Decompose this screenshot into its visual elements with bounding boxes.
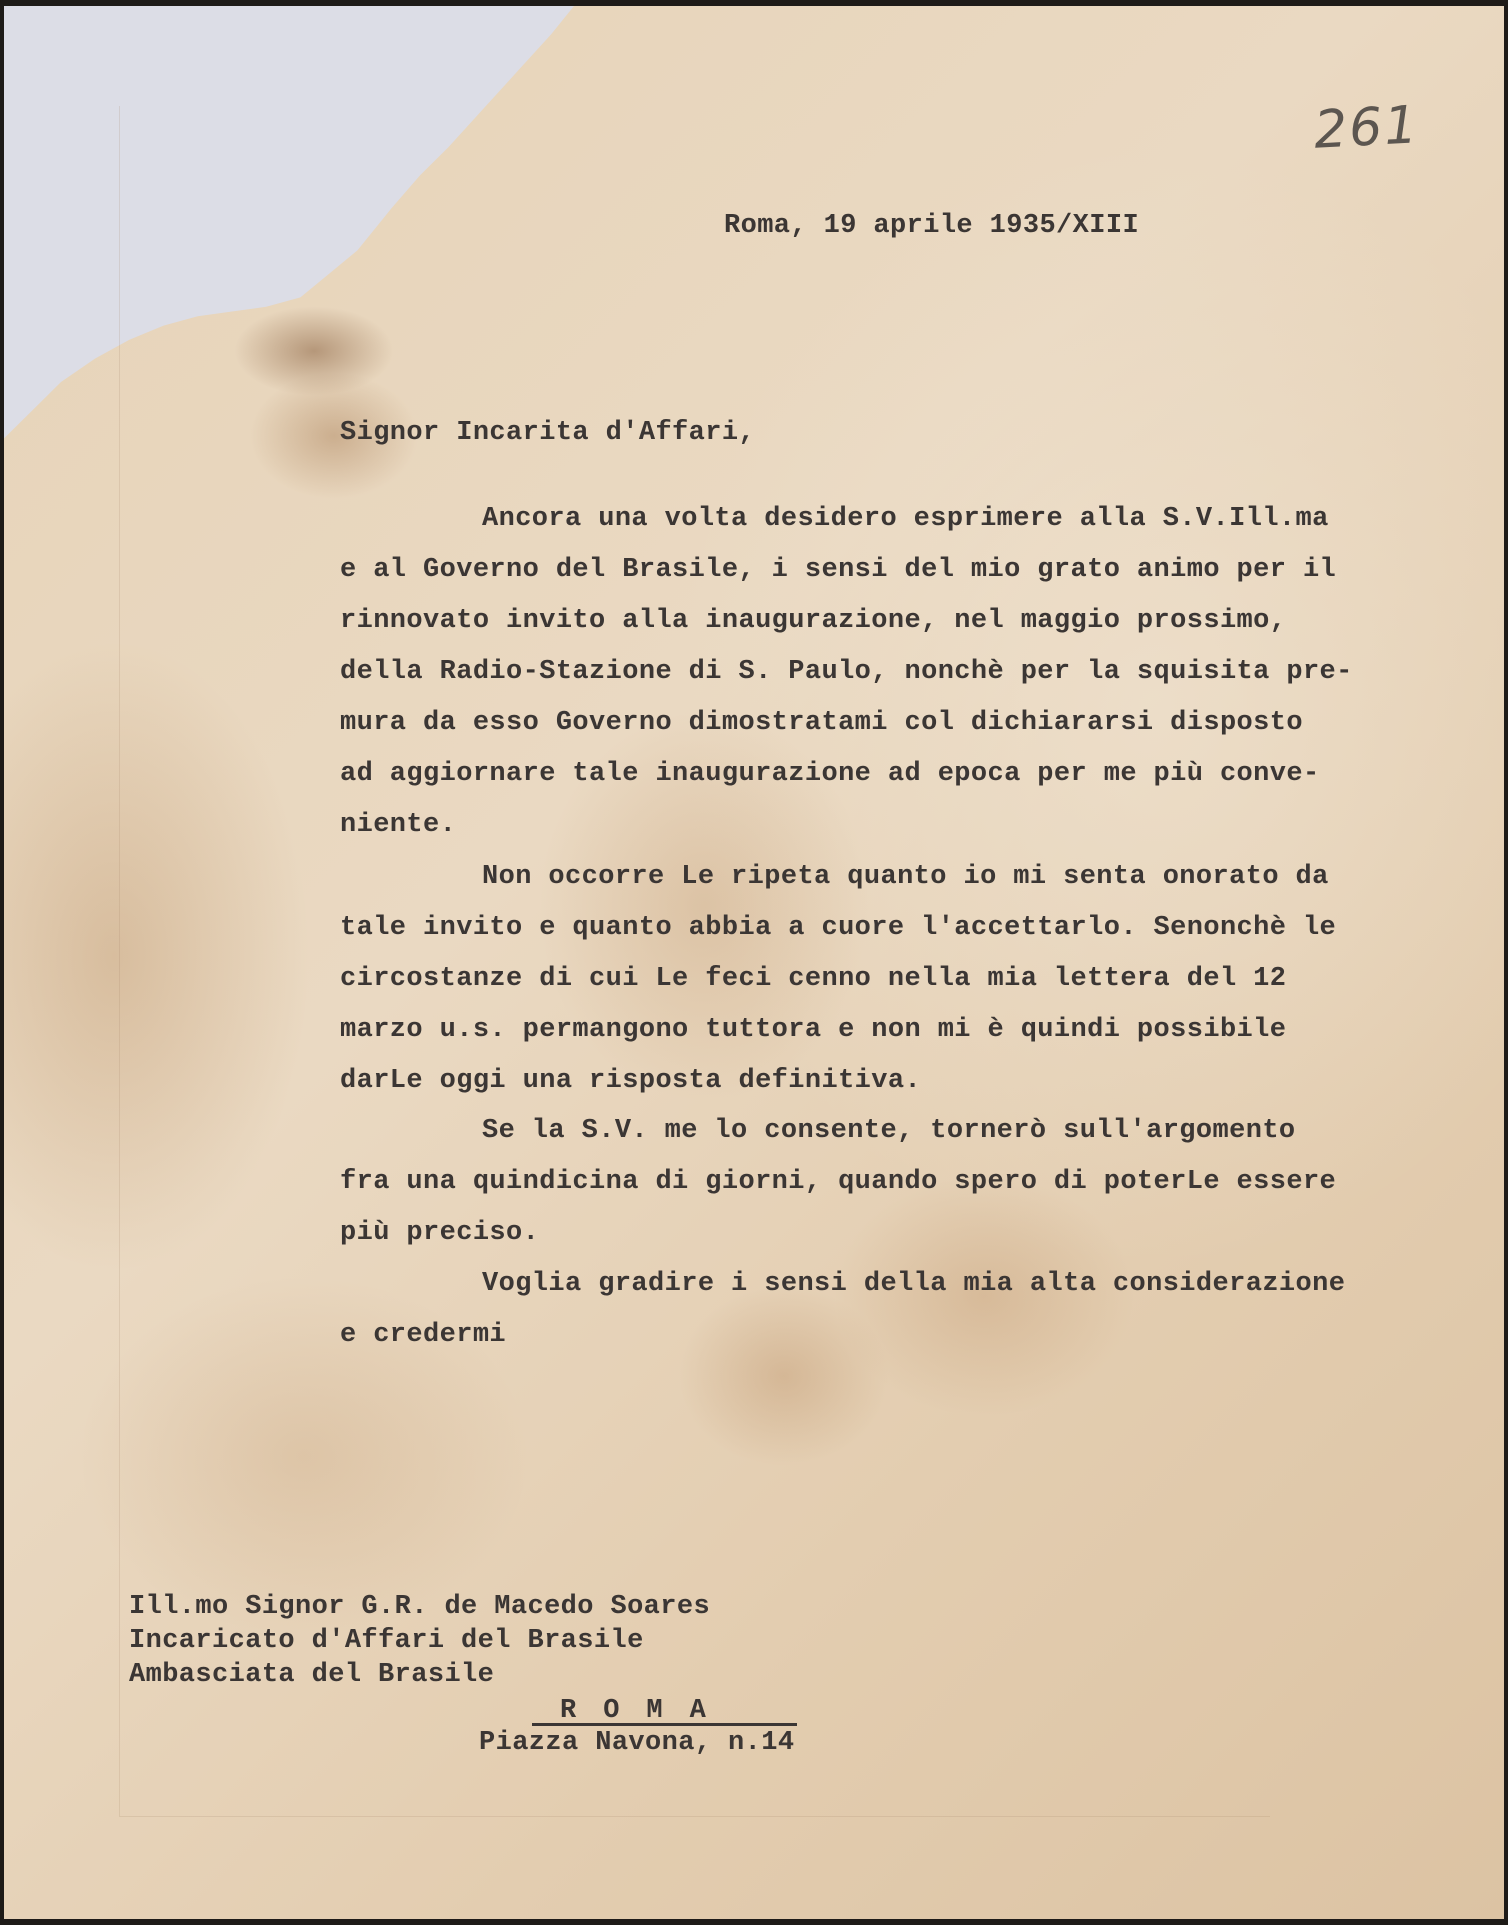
body-line: darLe oggi una risposta definitiva. <box>340 1066 922 1096</box>
letter-page <box>4 6 1504 1919</box>
body-line: fra una quindicina di giorni, quando spero di poterLe essere <box>340 1167 1337 1197</box>
body-line: della Radio-Stazione di S. Paulo, nonchè per la squisita pre- <box>340 657 1353 687</box>
salutation: Signor Incarita d'Affari, <box>340 418 756 448</box>
address-institution: Ambasciata del Brasile <box>129 1660 495 1690</box>
body-line: Voglia gradire i sensi della mia alta considerazione <box>482 1269 1346 1299</box>
page-frame <box>119 106 1270 1817</box>
body-line: mura da esso Governo dimostratami col dichiararsi disposto <box>340 708 1303 738</box>
body-line: Non occorre Le ripeta quanto io mi senta onorato da <box>482 862 1329 892</box>
body-line: circostanze di cui Le feci cenno nella mia lettera del 12 <box>340 964 1287 994</box>
page-number: 261 <box>1312 95 1421 161</box>
body-line: rinnovato invito alla inaugurazione, nel maggio prossimo, <box>340 606 1287 636</box>
body-line: niente. <box>340 810 457 840</box>
address-recipient: Ill.mo Signor G.R. de Macedo Soares <box>129 1592 711 1622</box>
body-line: e al Governo del Brasile, i sensi del mio grato animo per il <box>340 555 1337 585</box>
body-line: Ancora una volta desidero esprimere alla S.V.Ill.ma <box>482 504 1329 534</box>
address-title: Incaricato d'Affari del Brasile <box>129 1626 644 1656</box>
address-street: Piazza Navona, n.14 <box>479 1728 795 1758</box>
body-line: Se la S.V. me lo consente, tornerò sull'argomento <box>482 1116 1296 1146</box>
body-line: più preciso. <box>340 1218 540 1248</box>
body-line: marzo u.s. permangono tuttora e non mi è quindi possibile <box>340 1015 1287 1045</box>
body-line: ad aggiornare tale inaugurazione ad epoca per me più conve- <box>340 759 1320 789</box>
date-line: Roma, 19 aprile 1935/XIII <box>724 211 1140 241</box>
body-line: tale invito e quanto abbia a cuore l'accettarlo. Senonchè le <box>340 913 1337 943</box>
body-line: e credermi <box>340 1320 507 1350</box>
address-city: ROMA <box>532 1696 797 1726</box>
